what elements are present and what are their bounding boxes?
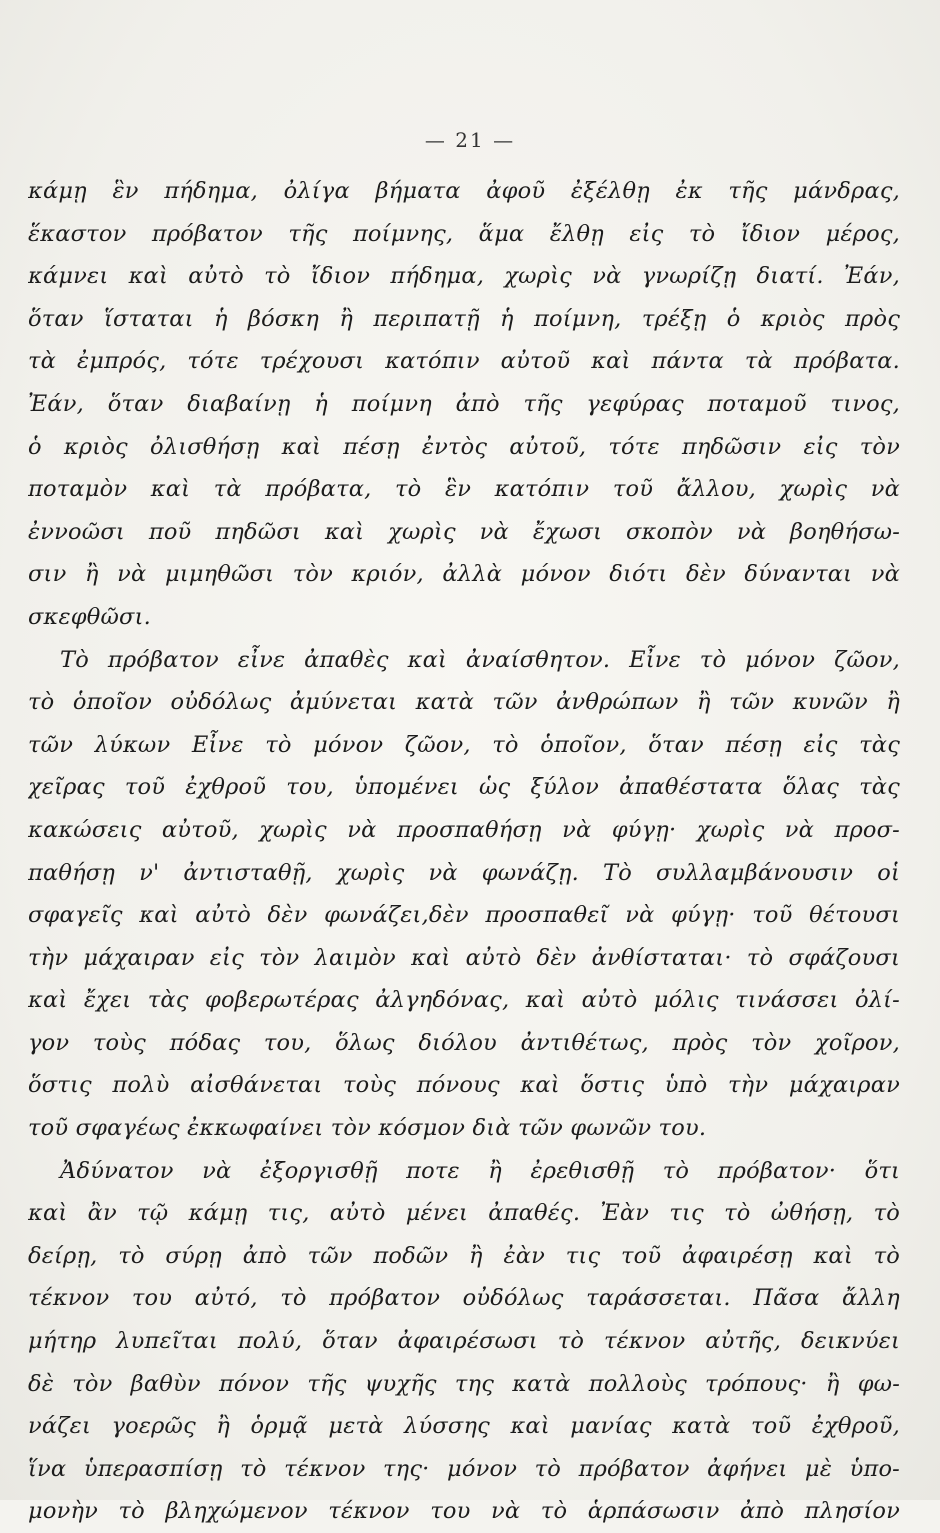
text-line: νάζει γοερῶς ἢ ὁρμᾷ μετὰ λύσσης καὶ μανίας κατὰ τοῦ ἐχθροῦ,	[28, 1413, 900, 1440]
text-line: ἕκαστον πρόβατον τῆς ποίμνης, ἅμα ἔλθῃ εἰς τὸ ἴδιον μέρος,	[28, 220, 900, 247]
text-line: σκεφθῶσι.	[28, 603, 151, 630]
text-line: δείρῃ, τὸ σύρῃ ἀπὸ τῶν ποδῶν ἢ ἐὰν τις τοῦ ἀφαιρέσῃ καὶ τὸ	[28, 1242, 900, 1269]
text-line: τὴν μάχαιραν εἰς τὸν λαιμὸν καὶ αὐτὸ δὲν ἀνθίσταται· τὸ σφάζουσι	[28, 944, 900, 971]
text-line: Ἀδύνατον νὰ ἐξοργισθῇ ποτε ἢ ἐρεθισθῇ τὸ πρόβατον· ὅτι	[60, 1157, 900, 1184]
text-line: τέκνον του αὐτό, τὸ πρόβατον οὐδόλως ταράσσεται. Πᾶσα ἄλλη	[28, 1285, 900, 1312]
text-line: Ἐάν, ὅταν διαβαίνῃ ἡ ποίμνη ἀπὸ τῆς γεφύρας ποταμοῦ τινος,	[28, 390, 900, 417]
text-line: ὁ κριὸς ὀλισθήσῃ καὶ πέσῃ ἐντὸς αὐτοῦ, τότε πηδῶσιν εἰς τὸν	[28, 433, 900, 460]
body-text	[28, 170, 900, 1533]
text-line: τὰ ἐμπρός, τότε τρέχουσι κατόπιν αὐτοῦ καὶ πάντα τὰ πρόβατα.	[28, 348, 900, 375]
text-line: τοῦ σφαγέως ἐκκωφαίνει τὸν κόσμον διὰ τῶν φωνῶν του.	[28, 1115, 707, 1142]
text-line: Τὸ πρόβατον εἶνε ἀπαθὲς καὶ ἀναίσθητον. Εἶνε τὸ μόνον ζῶον,	[60, 646, 900, 673]
text-line: ἵνα ὑπερασπίσῃ τὸ τέκνον της· μόνον τὸ πρόβατον ἀφήνει μὲ ὑπο-	[28, 1455, 900, 1482]
text-line: σιν ἢ νὰ μιμηθῶσι τὸν κριόν, ἀλλὰ μόνον διότι δὲν δύνανται νὰ	[28, 561, 900, 588]
text-line: δὲ τὸν βαθὺν πόνον τῆς ψυχῆς της κατὰ πολλοὺς τρόπους· ἢ φω-	[28, 1370, 900, 1397]
text-line: χεῖρας τοῦ ἐχθροῦ του, ὑπομένει ὡς ξύλον ἀπαθέστατα ὅλας τὰς	[28, 774, 900, 801]
text-line: παθήσῃ ν' ἀντισταθῇ, χωρὶς νὰ φωνάζῃ. Τὸ συλλαμβάνουσιν οἱ	[28, 859, 900, 886]
text-line: γον τοὺς πόδας του, ὅλως διόλου ἀντιθέτως, πρὸς τὸν χοῖρον,	[28, 1029, 900, 1056]
text-line: ὅστις πολὺ αἰσθάνεται τοὺς πόνους καὶ ὅστις ὑπὸ τὴν μάχαιραν	[28, 1072, 900, 1099]
text-line: κάμνει καὶ αὐτὸ τὸ ἴδιον πήδημα, χωρὶς νὰ γνωρίζῃ διατί. Ἐάν,	[28, 263, 900, 290]
text-line: καὶ ἔχει τὰς φοβερωτέρας ἀλγηδόνας, καὶ αὐτὸ μόλις τινάσσει ὀλί-	[28, 987, 900, 1014]
text-line: ἐννοῶσι ποῦ πηδῶσι καὶ χωρὶς νὰ ἔχωσι σκοπὸν νὰ βοηθήσω-	[28, 518, 900, 545]
text-line: σφαγεῖς καὶ αὐτὸ δὲν φωνάζει,δὲν προσπαθεῖ νὰ φύγῃ· τοῦ θέτουσι	[28, 902, 900, 929]
text-line: ὅταν ἵσταται ἡ βόσκη ἢ περιπατῇ ἡ ποίμνη, τρέξῃ ὁ κριὸς πρὸς	[28, 305, 900, 332]
text-line: καὶ ἂν τῷ κάμῃ τις, αὐτὸ μένει ἀπαθές. Ἐὰν τις τὸ ὠθήσῃ, τὸ	[28, 1200, 900, 1227]
text-line: τῶν λύκων Εἶνε τὸ μόνον ζῶον, τὸ ὁποῖον, ὅταν πέσῃ εἰς τὰς	[28, 731, 900, 758]
text-line: μονὴν τὸ βληχώμενον τέκνον του νὰ τὸ ἁρπάσωσιν ἀπὸ πλησίον	[28, 1498, 900, 1525]
text-line: τὸ ὁποῖον οὐδόλως ἀμύνεται κατὰ τῶν ἀνθρώπων ἢ τῶν κυνῶν ἢ	[28, 689, 900, 716]
text-line: μήτηρ λυπεῖται πολύ, ὅταν ἀφαιρέσωσι τὸ τέκνον αὐτῆς, δεικνύει	[28, 1328, 900, 1355]
text-line: κακώσεις αὐτοῦ, χωρὶς νὰ προσπαθήσῃ νὰ φύγῃ· χωρὶς νὰ προσ-	[28, 816, 900, 843]
text-line: ποταμὸν καὶ τὰ πρόβατα, τὸ ἓν κατόπιν τοῦ ἄλλου, χωρὶς νὰ	[28, 476, 900, 503]
page-number: — 21 —	[424, 128, 516, 152]
text-line: κάμῃ ἓν πήδημα, ὀλίγα βήματα ἀφοῦ ἐξέλθῃ ἐκ τῆς μάνδρας,	[28, 178, 900, 204]
